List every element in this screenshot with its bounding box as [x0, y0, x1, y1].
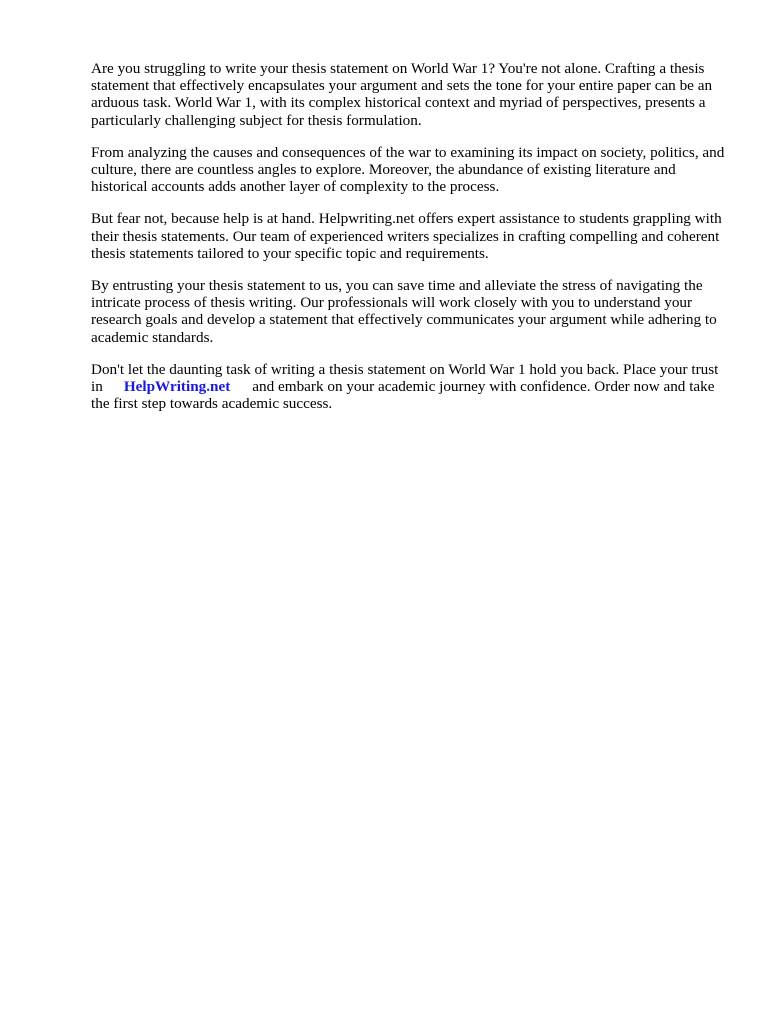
document-body — [91, 60, 731, 427]
paragraph-help: But fear not, because help is at hand. Helpwriting.net offers expert assistance to students grappling with their thesis statements. Our team of experienced writers specializes in crafting compelling and coherent thesis statements tailored to your specific topic and requirements. — [91, 210, 722, 262]
paragraph-angles: From analyzing the causes and consequences of the war to examining its impact on society, politics, and culture, there are countless angles to explore. Moreover, the abundance of existing literature and historical accounts adds another layer of complexity to the process. — [91, 143, 725, 196]
closing-text-after: and embark on your academic journey with confidence. Order now and take the first step towards academic success. — [91, 378, 715, 413]
paragraph-closing — [91, 361, 731, 413]
helpwriting-link[interactable]: HelpWriting.net — [123, 378, 231, 396]
closing-text-before: Don't let the daunting task of writing a thesis statement on World War 1 hold you back. Place your trust in — [91, 360, 719, 396]
paragraph-entrust: By entrusting your thesis statement to us, you can save time and alleviate the stress of navigating the intricate process of thesis writing. Our professionals will work closely with you to understand your research goals and develop a statement that effectively communicates your argument while adhering to academic standards. — [91, 277, 717, 346]
paragraph-intro: Are you struggling to write your thesis statement on World War 1? You're not alone. Crafting a thesis statement that effectively encapsulates your argument and sets the tone for your entire paper can be an arduous task. World War 1, with its complex historical context and myriad of perspectives, presents a particularly challenging subject for thesis formulation. — [91, 60, 713, 129]
